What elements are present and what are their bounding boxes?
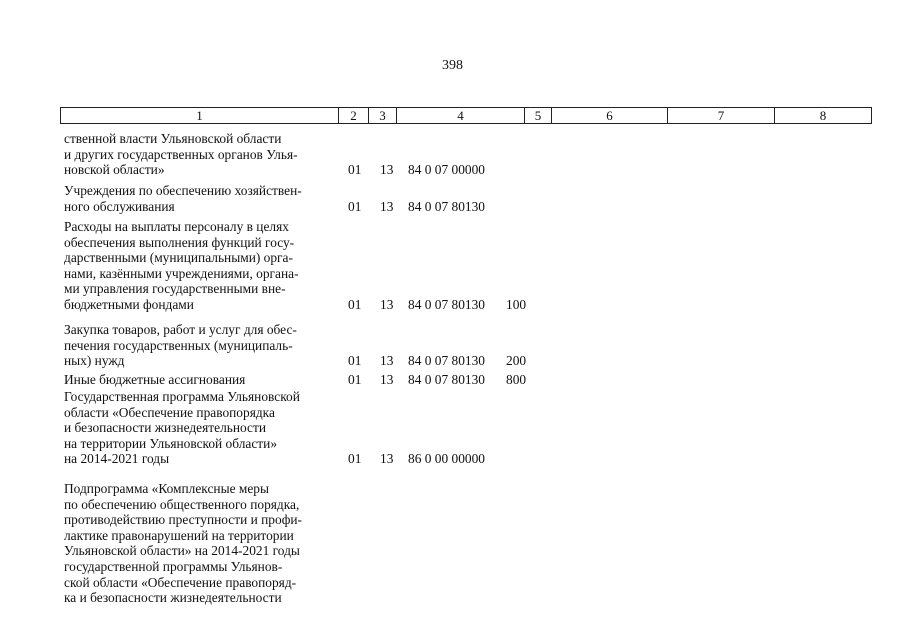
description-line: ных) нужд (64, 353, 125, 369)
header-col-5: 5 (525, 108, 552, 124)
header-col-3: 3 (369, 108, 397, 124)
description-line: на 2014-2021 годы (64, 451, 170, 467)
expense-type-code: 100 (506, 297, 527, 312)
description-line: нами, казёнными учреждениями, органа- (64, 265, 299, 281)
page-number: 398 (442, 58, 463, 73)
header-col-7: 7 (668, 108, 775, 124)
column-header-row (61, 108, 872, 124)
expense-type-code: 200 (506, 353, 527, 369)
description-line: Иные бюджетные ассигнования (64, 372, 246, 387)
description-line: печения государственных (муниципаль- (64, 337, 293, 353)
subsection-code: 13 (380, 162, 394, 178)
description-line: лактике правонарушений на территории (64, 527, 294, 543)
subsection-code: 13 (380, 353, 394, 369)
row-description (64, 131, 336, 178)
header-col-1: 1 (61, 108, 339, 124)
description-line: и других государственных органов Улья- (64, 146, 298, 162)
description-line: ка и безопасности жизнедеятельности (64, 590, 282, 606)
row-description (64, 481, 336, 606)
target-article-code: 84 0 07 80130 (408, 372, 485, 387)
target-article-code: 84 0 07 80130 (408, 198, 485, 214)
description-line: ской области «Обеспечение правопоряд- (64, 574, 297, 590)
target-article-code: 84 0 07 00000 (408, 162, 485, 178)
description-line: области «Обеспечение правопорядка (64, 404, 275, 420)
description-line: Расходы на выплаты персоналу в целях (64, 219, 289, 234)
description-line: Подпрограмма «Комплексные меры (64, 481, 269, 496)
description-line: ного обслуживания (64, 198, 175, 214)
header-col-2: 2 (339, 108, 369, 124)
subsection-code: 13 (380, 372, 394, 387)
row-description (64, 322, 336, 369)
description-line: по обеспечению общественного порядка, (64, 496, 300, 512)
description-line: Ульяновской области» на 2014-2021 годы (64, 543, 300, 559)
description-line: ственной власти Ульяновской области (64, 131, 282, 146)
section-code: 01 (348, 198, 362, 214)
header-col-8: 8 (775, 108, 872, 124)
row-description (64, 389, 336, 467)
row-description (64, 372, 336, 388)
description-line: новской области» (64, 162, 165, 178)
row-description (64, 183, 336, 214)
section-code: 01 (348, 162, 362, 178)
header-col-4: 4 (397, 108, 525, 124)
description-line: на территории Ульяновской области» (64, 435, 278, 451)
header-col-6: 6 (552, 108, 668, 124)
description-line: Закупка товаров, работ и услуг для обес- (64, 322, 297, 337)
subsection-code: 13 (380, 451, 394, 467)
description-line: и безопасности жизнедеятельности (64, 420, 267, 436)
section-code: 01 (348, 372, 362, 387)
description-line: ми управления государственными вне- (64, 281, 286, 297)
section-code: 01 (348, 297, 362, 312)
row-description (64, 219, 336, 313)
description-line: дарственными (муниципальными) орга- (64, 250, 293, 266)
section-code: 01 (348, 451, 362, 467)
target-article-code: 86 0 00 00000 (408, 451, 485, 467)
column-header-table (60, 107, 872, 124)
description-line: обеспечения выполнения функций госу- (64, 234, 295, 250)
description-line: Государственная программа Ульяновской (64, 389, 300, 404)
target-article-code: 84 0 07 80130 (408, 297, 485, 312)
subsection-code: 13 (380, 297, 394, 312)
description-line: Учреждения по обеспечению хозяйствен- (64, 183, 302, 198)
description-line: бюджетными фондами (64, 296, 194, 312)
description-line: противодействию преступности и профи- (64, 512, 302, 528)
description-line: государственной программы Ульянов- (64, 558, 283, 574)
section-code: 01 (348, 353, 362, 369)
target-article-code: 84 0 07 80130 (408, 353, 485, 369)
expense-type-code: 800 (506, 372, 527, 387)
subsection-code: 13 (380, 198, 394, 214)
